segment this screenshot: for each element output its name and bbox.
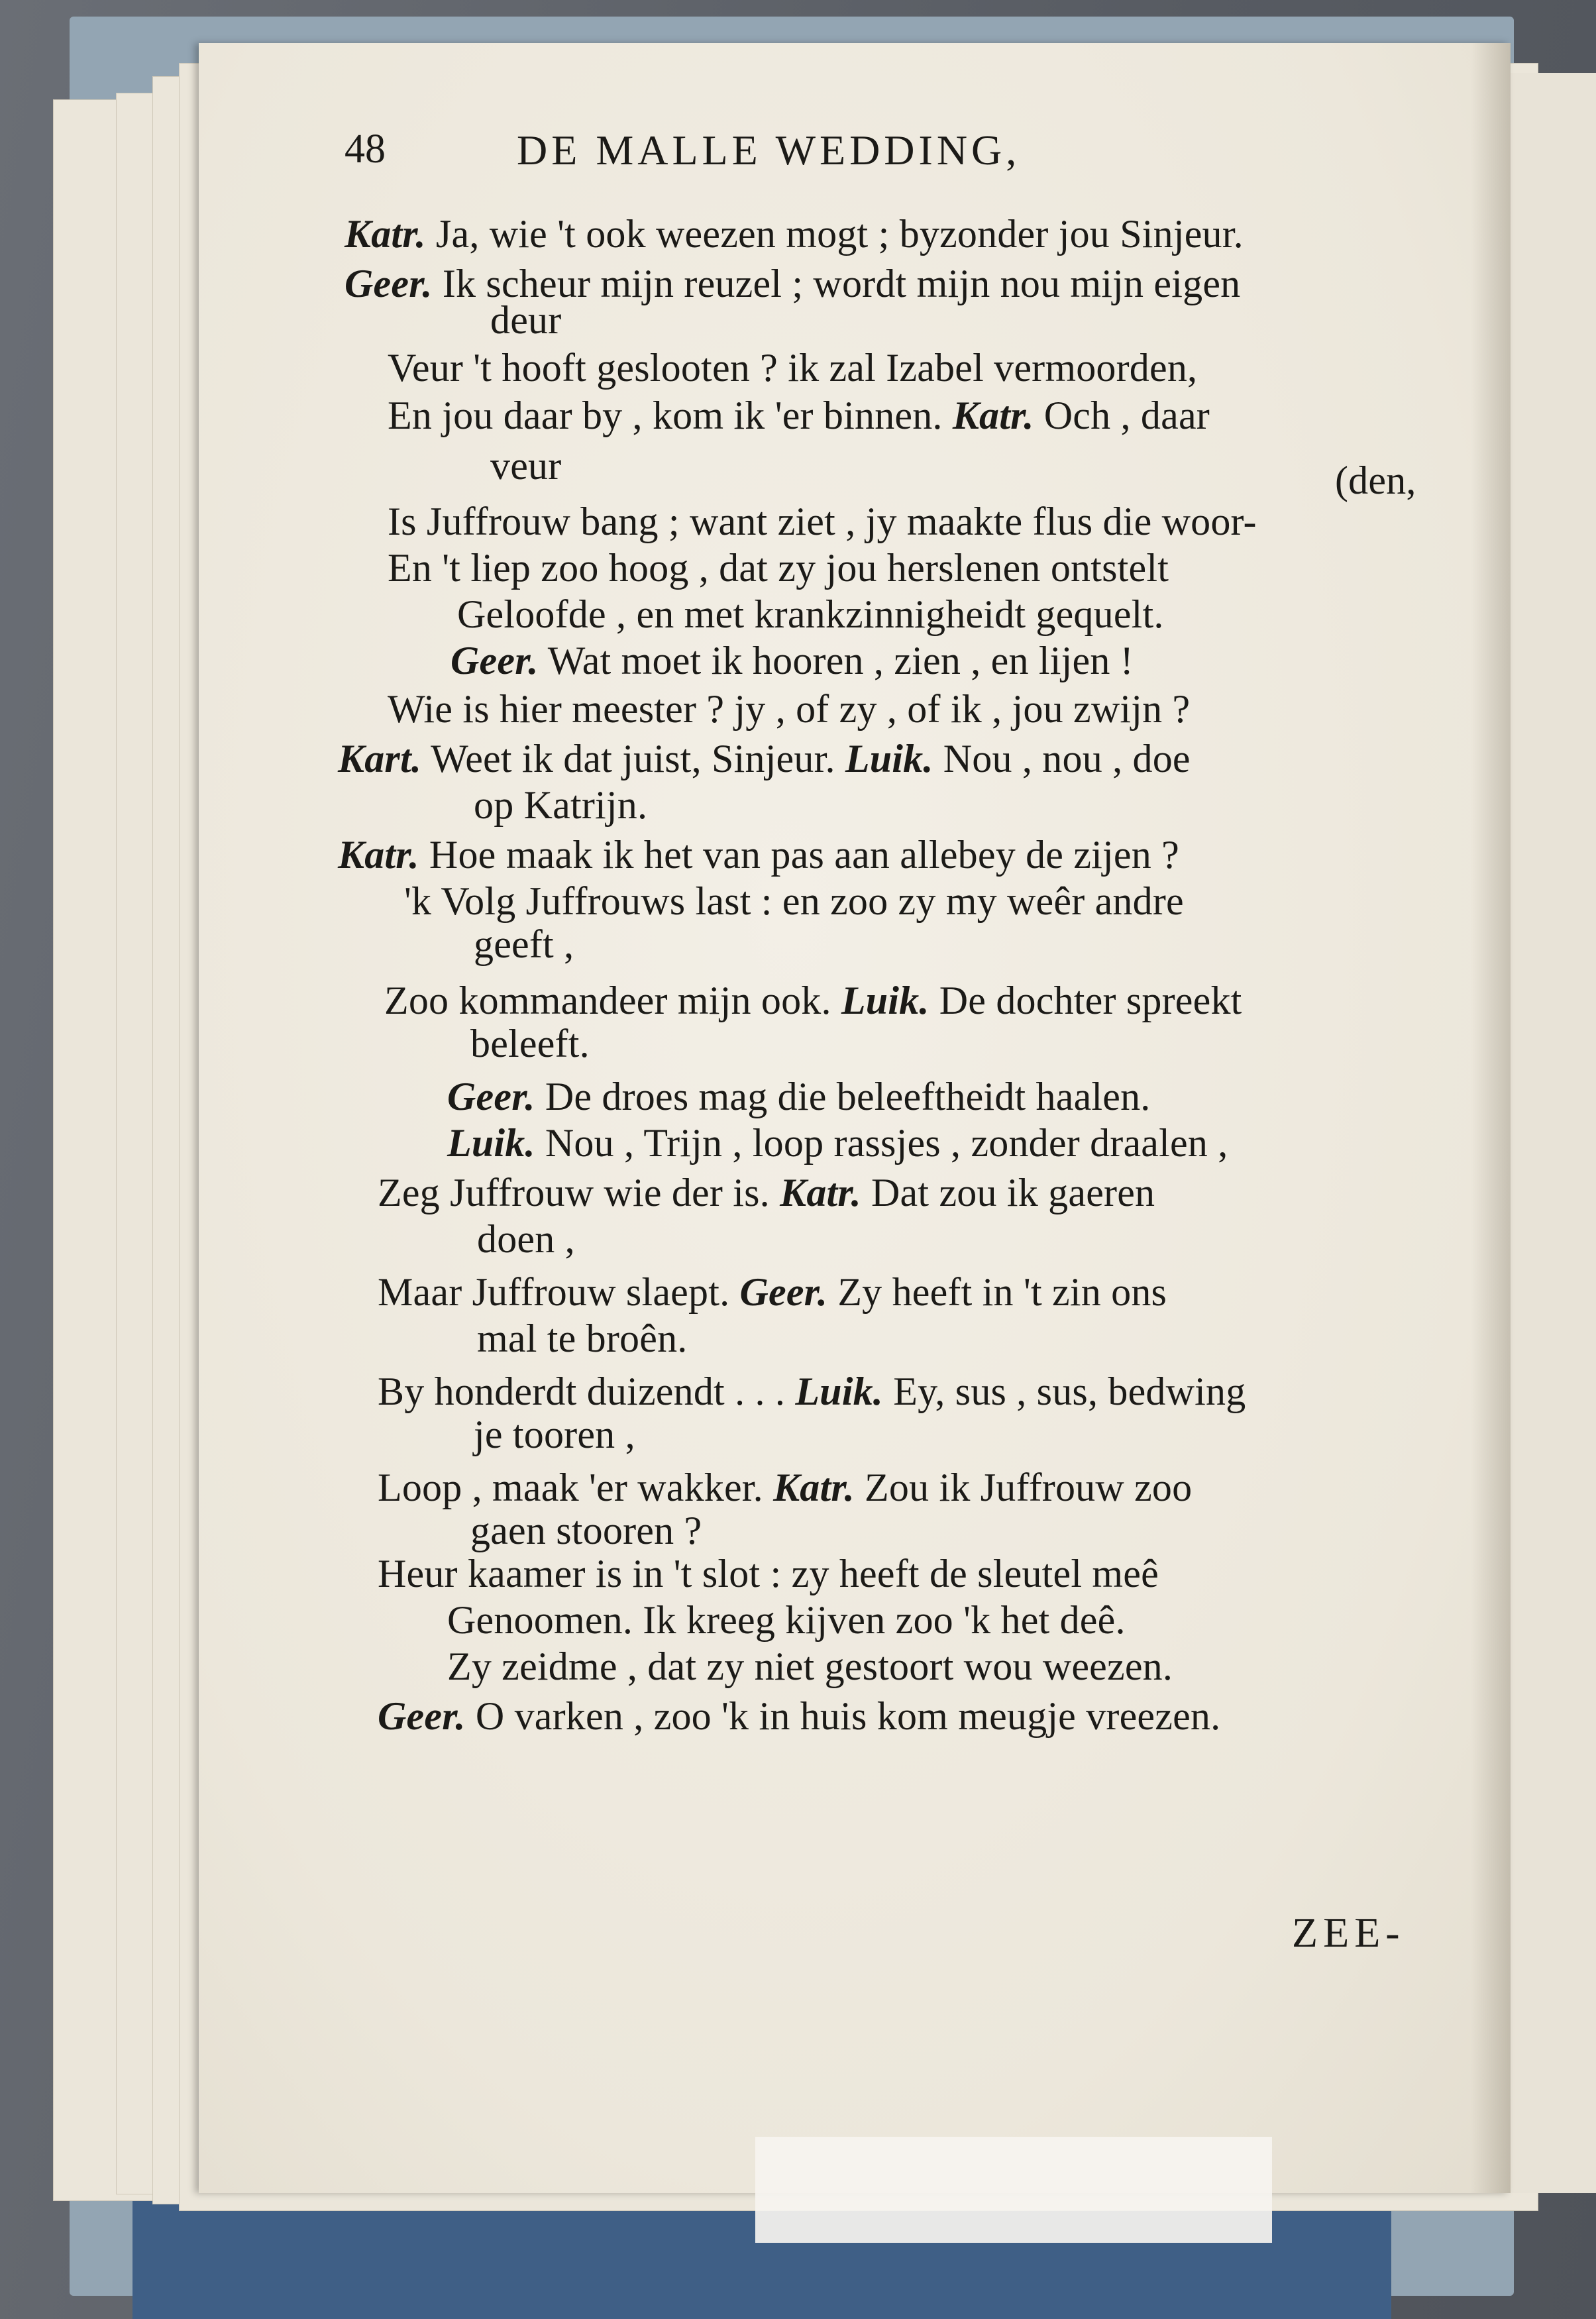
line-text: Wat moet ik hooren , zien , en lijen ! <box>538 639 1134 682</box>
speaker-label: Geer. <box>447 1075 535 1118</box>
text-line <box>490 443 561 489</box>
line-text: De droes mag die beleeftheidt haalen. <box>535 1075 1151 1118</box>
speaker-label: Katr. <box>952 394 1034 437</box>
speaker-label: Geer. <box>451 639 539 682</box>
line-text: (den, <box>1335 458 1416 502</box>
line-text: Weet ik dat juist, Sinjeur. <box>421 737 845 781</box>
line-text: op Katrijn. <box>474 783 648 827</box>
text-line <box>404 878 1184 924</box>
line-text: geeft , <box>474 922 574 966</box>
text-line <box>338 832 1179 878</box>
text-line <box>338 735 1191 782</box>
text-line <box>447 1120 1228 1166</box>
text-line <box>378 1550 1159 1597</box>
line-text: En jou daar by , kom ik 'er binnen. <box>388 394 953 437</box>
line-text: Zeg Juffrouw wie der is. <box>378 1171 780 1214</box>
text-line <box>447 1073 1151 1120</box>
line-text: Zoo kommandeer mijn ook. <box>384 979 841 1022</box>
line-text: Zou ik Juffrouw zoo <box>854 1466 1193 1509</box>
speaker-label: Geer. <box>345 262 433 305</box>
text-line <box>470 1507 702 1554</box>
line-text: je tooren , <box>474 1413 635 1456</box>
speaker-label: Geer. <box>378 1694 466 1738</box>
text-line <box>378 1368 1246 1415</box>
speaker-label: Luik. <box>845 737 933 781</box>
text-line <box>490 297 561 343</box>
line-text: Zy zeidme , dat zy niet gestoort wou weezen. <box>447 1645 1173 1688</box>
text-line <box>388 345 1197 391</box>
line-text: Is Juffrouw bang ; want ziet , jy maakte flus die woor- <box>388 500 1257 543</box>
text-line <box>388 498 1257 545</box>
text-line <box>378 1269 1167 1315</box>
line-text: mal te broên. <box>477 1317 688 1360</box>
line-text: Zy heeft in 't zin ons <box>827 1270 1167 1314</box>
line-text: 'k Volg Juffrouws last : en zoo zy my weêr andre <box>404 879 1184 923</box>
line-text: Och , daar <box>1034 394 1210 437</box>
text-line <box>457 591 1164 637</box>
line-text: En 't liep zoo hoog , dat zy jou herslenen ontstelt <box>388 546 1169 590</box>
speaker-label: Geer. <box>739 1270 828 1314</box>
speaker-label: Katr. <box>345 212 426 256</box>
line-text: Geloofde , en met krankzinnigheidt gequelt. <box>457 592 1164 636</box>
line-text: deur <box>490 298 562 342</box>
speaker-label: Luik. <box>795 1370 884 1413</box>
text-line-tail <box>1335 457 1416 504</box>
line-text: Veur 't hooft geslooten ? ik zal Izabel vermoorden, <box>388 346 1198 390</box>
line-text: Ik scheur mijn reuzel ; wordt mijn nou mijn eigen <box>432 262 1241 305</box>
text-line <box>477 1315 687 1362</box>
line-text: veur <box>490 444 562 488</box>
line-text: Ja, wie 't ook weezen mogt ; byzonder jou Sinjeur. <box>425 212 1244 256</box>
speaker-label: Katr. <box>773 1466 855 1509</box>
text-line <box>388 686 1190 732</box>
text-line <box>474 782 647 828</box>
text-line <box>345 260 1240 307</box>
speaker-label: Luik. <box>841 979 930 1022</box>
text-line <box>474 1411 635 1458</box>
text-line <box>378 1169 1155 1216</box>
line-text: Heur kaamer is in 't slot : zy heeft de sleutel meê <box>378 1552 1159 1595</box>
line-text: Ey, sus , sus, bedwing <box>883 1370 1246 1413</box>
speaker-label: Katr. <box>780 1171 861 1214</box>
line-text: De dochter spreekt <box>929 979 1242 1022</box>
text-line <box>474 921 574 967</box>
text-line <box>477 1216 575 1262</box>
line-text: By honderdt duizendt . . . <box>378 1370 796 1413</box>
running-title: DE MALLE WEDDING, <box>517 127 1021 174</box>
line-text: Loop , maak 'er wakker. <box>378 1466 774 1509</box>
line-text: doen , <box>477 1217 575 1261</box>
text-line <box>388 392 1210 439</box>
line-text: Genoomen. Ik kreeg kijven zoo 'k het deê. <box>447 1598 1126 1642</box>
line-text: Wie is hier meester ? jy , of zy , of ik , jou zwijn ? <box>388 687 1191 731</box>
text-line <box>378 1464 1192 1511</box>
paper-tape <box>755 2137 1272 2243</box>
speaker-label: Luik. <box>447 1121 535 1165</box>
speaker-label: Katr. <box>338 833 419 877</box>
speaker-label: Kart. <box>338 737 422 781</box>
line-text: Hoe maak ik het van pas aan allebey de zijen ? <box>419 833 1179 877</box>
text-line <box>447 1597 1126 1643</box>
line-text: gaen stooren ? <box>470 1509 702 1552</box>
text-line <box>388 545 1169 591</box>
text-line <box>378 1693 1220 1739</box>
text-line <box>384 977 1242 1024</box>
line-text: beleeft. <box>470 1022 590 1065</box>
catchword: ZEE- <box>1292 1909 1405 1956</box>
line-text: Nou , nou , doe <box>933 737 1191 781</box>
text-line <box>451 637 1134 684</box>
line-text: Dat zou ik gaeren <box>861 1171 1155 1214</box>
page-number: 48 <box>345 127 386 172</box>
text-line <box>470 1020 590 1067</box>
text-line <box>345 211 1244 257</box>
line-text: Maar Juffrouw slaept. <box>378 1270 740 1314</box>
text-line <box>447 1643 1173 1690</box>
line-text: O varken , zoo 'k in huis kom meugje vreezen. <box>465 1694 1221 1738</box>
line-text: Nou , Trijn , loop rassjes , zonder draalen , <box>535 1121 1228 1165</box>
